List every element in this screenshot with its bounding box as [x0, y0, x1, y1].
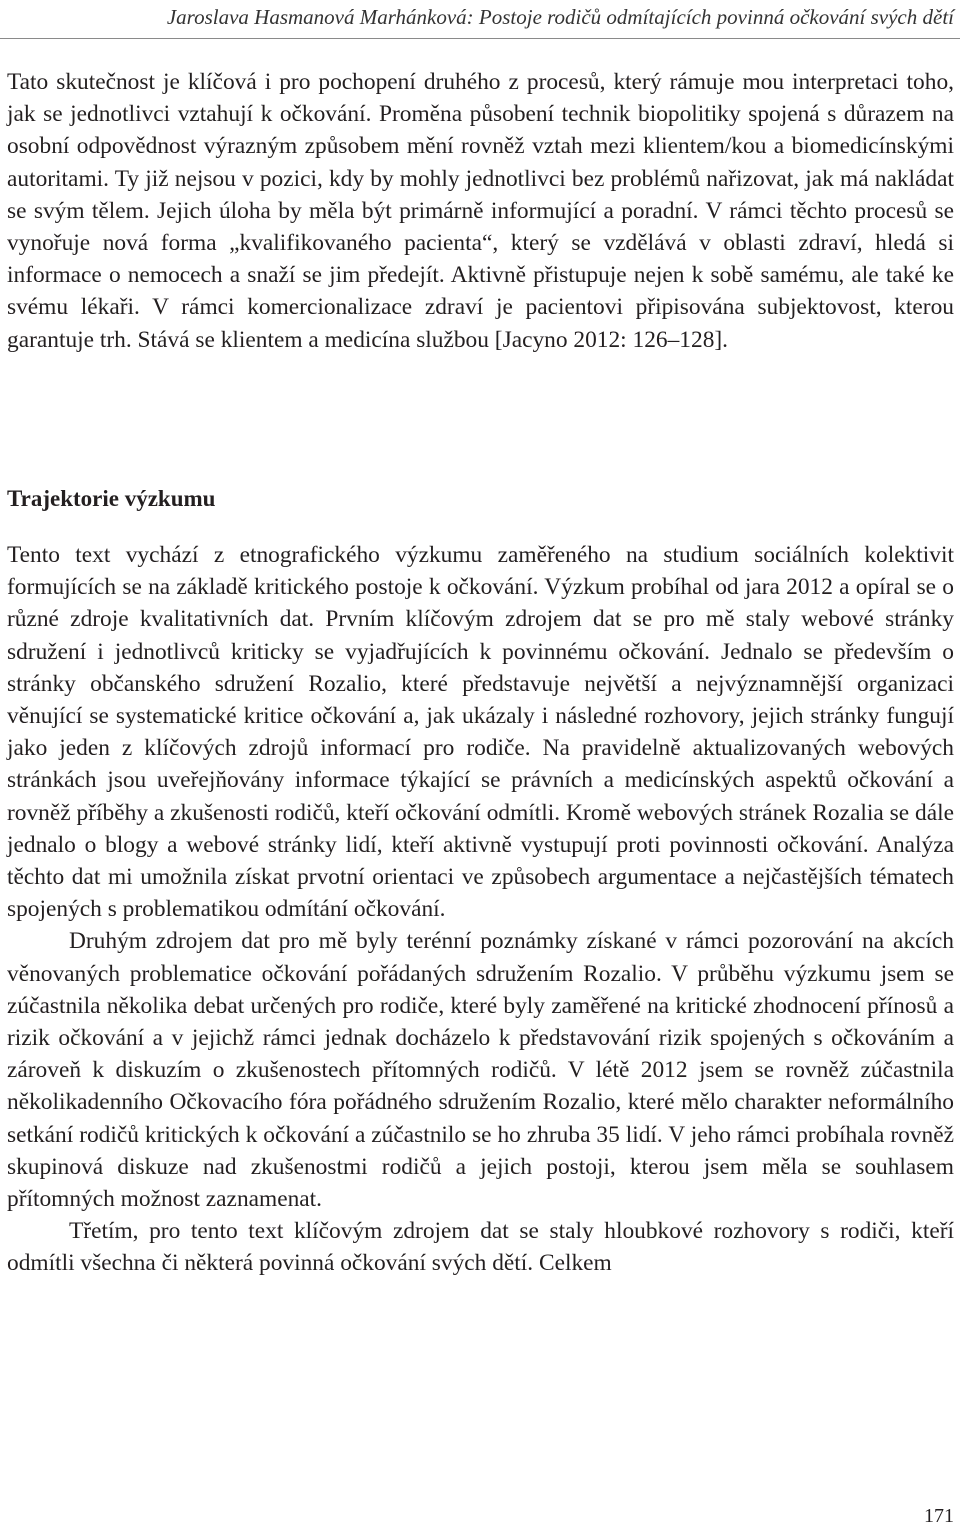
- paragraph: Třetím, pro tento text klíčovým zdrojem dat se staly hloubkové rozhovory s rodiči, kteří odmítli všechna či některá povinná očkování svých dětí. Celkem: [7, 1218, 954, 1277]
- paragraph: Tato skutečnost je klíčová i pro pochopení druhého z procesů, který rámuje mou interpretaci toho, jak se jednotlivci vztahují k očkování. Proměna působení technik biopolitiky spojená s důrazem na osobní odpovědnost výrazným způsobem mění rovněž vztah mezi klientem/kou a biomedicínskými autoritami. Ty již nejsou v pozici, kdy by mohly jednotlivci bez problémů nařizovat, jak má nakládat se svým tělem. Jejich úloha by měla být primárně informující a poradní. V rámci těchto procesů se vynořuje nová forma „kvalifikovaného pacienta“, který se vzdělává v oblasti zdraví, hledá si informace o nemocech a snaží se jim předejít. Aktivně přistupuje nejen k sobě samému, ale také ke svému lékaři. V rámci komercionalizace zdraví je pacientovi připisována subjektovost, kterou garantuje trh. Stává se klientem a medicína službou [Jacyno 2012: 126–128].: [7, 69, 954, 353]
- section-heading: Trajektorie výzkumu: [7, 486, 216, 511]
- running-title: Jaroslava Hasmanová Marhánková: Postoje rodičů odmítajících povinná očkování svých dětí: [166, 5, 954, 29]
- body-text-block: [7, 66, 954, 356]
- paragraph: Druhým zdrojem dat pro mě byly terénní poznámky získané v rámci pozorování na akcích věnovaných problematice očkování pořádaných sdružením Rozalio. V průběhu výzkumu jsem se zúčastnila několika debat určených pro rodiče, které byly zaměřené na kritické zhodnocení přínosů a rizik očkování a v jejichž rámci jednak docházelo k představování rizik spojených s očkováním a zároveň k diskuzím o zkušenostech přítomných rodičů. V létě 2012 jsem se rovněž zúčastnila několikadenního Očkovacího fóra pořádného sdružením Rozalio, které mělo charakter neformálního setkání rodičů kritických k očkování a zúčastnilo se ho zhruba 35 lidí. V jeho rámci probíhala rovněž skupinová diskuze nad zkušenostmi rodičů a jejich postoji, kterou jsem měla se souhlasem přítomných možnost zaznamenat.: [7, 928, 954, 1213]
- running-header: [0, 0, 960, 39]
- section-body: [7, 539, 954, 1280]
- paragraph: Tento text vychází z etnografického výzkumu zaměřeného na studium sociálních kolektivit formujících se na základě kritického postoje k očkování. Výzkum probíhal od jara 2012 a opíral se o různé zdroje kvalitativních dat. Prvním klíčovým zdrojem dat se pro mě staly webové stránky sdružení i jednotlivců kriticky se vyjadřujících k povinnému očkování. Jednalo se především o stránky občanského sdružení Rozalio, které představuje největší a nejvýznamnější organizaci věnující se systematické kritice očkování a, jak ukázaly i následné rozhovory, jejich stránky fungují jako jeden z klíčových zdrojů informací pro rodiče. Na pravidelně aktualizovaných webových stránkách jsou uveřejňovány informace týkající se právních a medicínských aspektů očkování a rovněž příběhy a zkušenosti rodičů, kteří očkování odmítli. Kromě webových stránek Rozalia se dále jednalo o blogy a webové stránky lidí, kteří aktivně vystupují proti povinnosti očkování. Analýza těchto dat mi umožnila získat prvotní orientaci ve způsobech argumentace a nejčastějších tématech spojených s problematikou odmítání očkování.: [7, 542, 954, 923]
- page-number: 171: [924, 1505, 954, 1527]
